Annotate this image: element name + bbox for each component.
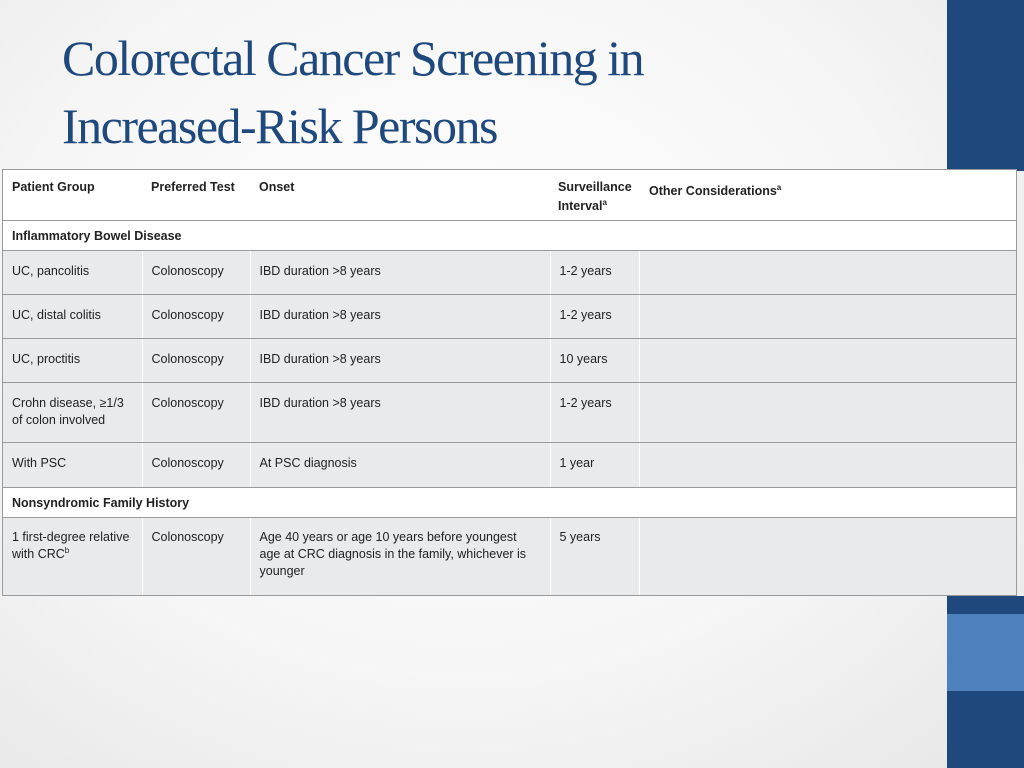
cell-onset: Age 40 years or age 10 years before youngest age at CRC diagnosis in the family, whichever is younger — [250, 517, 550, 596]
cell-patient-group: UC, pancolitis — [3, 250, 142, 294]
cell-onset: IBD duration >8 years — [250, 382, 550, 442]
cell-other-considerations — [639, 382, 1016, 442]
cell-other-considerations — [639, 294, 1016, 338]
cell-onset: IBD duration >8 years — [250, 250, 550, 294]
slide-title-line-1: Colorectal Cancer Screening in — [62, 30, 644, 86]
cell-other-considerations — [639, 442, 1016, 487]
cell-patient-group: Crohn disease, ≥1/3 of colon involved — [3, 382, 142, 442]
header-other-label: Other Considerations — [649, 184, 777, 198]
decor-bar-bottom-2 — [947, 614, 1024, 691]
table-header-row — [3, 170, 1016, 220]
section-row-ibd — [3, 220, 1016, 250]
cell-other-considerations — [639, 338, 1016, 382]
cell-patient-group: UC, distal colitis — [3, 294, 142, 338]
cell-preferred-test: Colonoscopy — [142, 517, 250, 596]
cell-preferred-test: Colonoscopy — [142, 294, 250, 338]
cell-surveillance-interval: 10 years — [550, 338, 639, 382]
section-title-ibd: Inflammatory Bowel Disease — [3, 220, 1016, 250]
cell-onset: IBD duration >8 years — [250, 294, 550, 338]
screening-table — [2, 169, 1017, 596]
decor-bar-bottom-3 — [947, 691, 1024, 768]
table-row — [3, 442, 1016, 487]
decor-bar-top — [947, 0, 1024, 171]
cell-patient-group: With PSC — [3, 442, 142, 487]
header-surveillance-interval — [550, 170, 639, 220]
table-row — [3, 382, 1016, 442]
cell-preferred-test: Colonoscopy — [142, 442, 250, 487]
header-surveillance-line2: Interval — [558, 199, 603, 213]
decor-bar-bottom-1 — [947, 596, 1024, 614]
cell-other-considerations — [639, 517, 1016, 596]
cell-other-considerations — [639, 250, 1016, 294]
header-surveillance-footnote: a — [602, 197, 607, 207]
table-row — [3, 338, 1016, 382]
header-other-considerations — [639, 170, 1016, 220]
cell-surveillance-interval: 1-2 years — [550, 250, 639, 294]
screening-table-grid — [3, 170, 1016, 596]
slide-title-line-2: Increased-Risk Persons — [62, 98, 497, 154]
cell-patient-group-footnote: b — [64, 545, 70, 555]
cell-surveillance-interval: 5 years — [550, 517, 639, 596]
header-other-footnote: a — [776, 182, 782, 192]
table-row — [3, 294, 1016, 338]
cell-surveillance-interval: 1 year — [550, 442, 639, 487]
cell-preferred-test: Colonoscopy — [142, 338, 250, 382]
cell-surveillance-interval: 1-2 years — [550, 382, 639, 442]
cell-onset: IBD duration >8 years — [250, 338, 550, 382]
cell-patient-group — [3, 517, 142, 596]
cell-onset: At PSC diagnosis — [250, 442, 550, 487]
header-onset: Onset — [250, 170, 550, 220]
cell-patient-group: UC, proctitis — [3, 338, 142, 382]
cell-surveillance-interval: 1-2 years — [550, 294, 639, 338]
table-row — [3, 517, 1016, 596]
header-preferred-test: Preferred Test — [142, 170, 250, 220]
cell-patient-group-text: 1 first-degree relative with CRC — [12, 529, 130, 561]
cell-preferred-test: Colonoscopy — [142, 382, 250, 442]
cell-preferred-test: Colonoscopy — [142, 250, 250, 294]
header-patient-group: Patient Group — [3, 170, 142, 220]
section-title-family-history: Nonsyndromic Family History — [3, 487, 1016, 517]
slide-title — [62, 24, 932, 160]
section-row-family-history — [3, 487, 1016, 517]
header-surveillance-line1: Surveillance — [558, 180, 632, 194]
table-row — [3, 250, 1016, 294]
